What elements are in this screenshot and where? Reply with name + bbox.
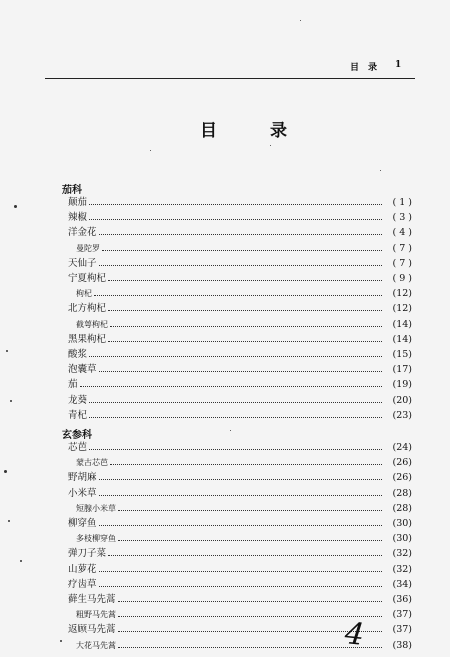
dot-leader (110, 464, 382, 465)
toc-subentry (76, 454, 412, 468)
toc-entry (68, 576, 412, 590)
dot-leader (89, 449, 382, 450)
toc-entry (68, 485, 412, 499)
entry-label: 芯芭 (68, 442, 88, 453)
scan-speckle (230, 430, 231, 431)
entry-label: 小米草 (68, 487, 97, 499)
dot-leader (118, 601, 382, 602)
scan-speckle (14, 205, 17, 208)
dot-leader (89, 356, 382, 357)
toc-entry (68, 209, 412, 223)
dot-leader (99, 571, 382, 572)
scan-speckle (10, 400, 12, 402)
entry-label: 泡囊草 (68, 364, 97, 376)
dot-leader (108, 280, 382, 281)
dot-leader (108, 341, 382, 342)
toc-entry (68, 469, 412, 483)
entry-label: 龙葵 (68, 394, 88, 406)
dot-leader (118, 631, 382, 632)
entry-label: 洋金花 (68, 227, 97, 239)
entry-page-number: (36) (392, 594, 412, 605)
toc-entry (68, 331, 412, 345)
entry-label: 截萼枸杞 (76, 319, 108, 329)
toc-entry (68, 361, 412, 375)
entry-page-number: (26) (392, 457, 412, 469)
dot-leader (108, 310, 382, 311)
entry-page-number: (12) (392, 303, 412, 315)
entry-page-number: (20) (392, 394, 412, 406)
entry-page-number: (19) (392, 379, 412, 391)
scan-speckle (270, 145, 271, 146)
dot-leader (99, 586, 382, 587)
running-header (340, 60, 420, 74)
header-page-number: 1 (395, 60, 402, 70)
entry-page-number: (37) (392, 609, 412, 621)
toc-entry (68, 255, 412, 269)
dot-leader (94, 295, 382, 296)
entry-label: 山萝花 (68, 563, 97, 575)
entry-label: 大花马先蒿 (76, 640, 116, 650)
entry-page-number: (26) (392, 472, 412, 484)
dot-leader (99, 525, 382, 526)
toc-subentry (76, 285, 412, 299)
entry-page-number: ( 7 ) (392, 242, 412, 254)
entry-label: 黑果枸杞 (68, 333, 107, 345)
entry-label: 曼陀罗 (76, 243, 100, 253)
entry-page-number: (37) (392, 624, 412, 636)
entry-page-number: (28) (392, 487, 412, 499)
scan-speckle (60, 640, 62, 642)
dot-leader (99, 234, 382, 235)
scan-speckle (150, 150, 151, 151)
toc-entry (68, 194, 412, 208)
entry-label: 多枝柳穿鱼 (76, 534, 116, 544)
toc-entry (68, 439, 412, 453)
toc-entry (68, 270, 412, 284)
toc-entry (68, 346, 412, 360)
entry-label: 野胡麻 (68, 472, 97, 484)
dot-leader (118, 647, 382, 648)
toc-subentry (76, 240, 412, 254)
entry-label: 酸浆 (68, 349, 88, 360)
entry-page-number: ( 3 ) (392, 212, 412, 224)
toc-entry (68, 300, 412, 314)
entry-label: 返顾马先蒿 (68, 624, 116, 636)
toc-entry (68, 407, 412, 421)
dot-leader (118, 616, 382, 617)
dot-leader (118, 540, 382, 541)
entry-page-number: ( 1 ) (392, 197, 412, 208)
entry-page-number: (28) (392, 502, 412, 514)
toc-entry (68, 224, 412, 238)
entry-page-number: (38) (392, 639, 412, 651)
entry-label: 粗野马先蒿 (76, 610, 116, 620)
scan-speckle (20, 560, 22, 562)
entry-page-number: (30) (392, 533, 412, 545)
entry-page-number: (34) (392, 578, 412, 590)
entry-page-number: (32) (392, 548, 412, 560)
entry-page-number: ( 4 ) (392, 227, 412, 239)
entry-page-number: (14) (392, 318, 412, 330)
entry-page-number: (17) (392, 364, 412, 376)
toc-entry (68, 392, 412, 406)
entry-label: 北方枸杞 (68, 303, 107, 315)
entry-page-number: (32) (392, 563, 412, 575)
entry-page-number: (14) (392, 333, 412, 345)
dot-leader (99, 265, 382, 266)
entry-label: 弹刀子菜 (68, 548, 107, 560)
handwritten-page-number: 4 (343, 616, 366, 653)
dot-leader (102, 250, 382, 251)
dot-leader (110, 326, 382, 327)
section-heading: 玄参科 (62, 430, 92, 441)
entry-page-number: ( 9 ) (392, 273, 412, 284)
scan-speckle (4, 470, 7, 473)
entry-label: 蒙古芯芭 (76, 458, 108, 468)
entry-page-number: (15) (392, 349, 412, 360)
entry-label: 枸杞 (76, 289, 92, 299)
toc-subentry (76, 500, 412, 514)
entry-page-number: (30) (392, 518, 412, 529)
page-title: 目 录 (200, 121, 305, 141)
dot-leader (99, 495, 382, 496)
toc-entry (68, 561, 412, 575)
section-heading: 茄科 (62, 185, 82, 196)
entry-label: 天仙子 (68, 257, 97, 269)
toc-entry (68, 591, 412, 605)
entry-label: 宁夏枸杞 (68, 273, 107, 284)
entry-page-number: (24) (392, 442, 412, 453)
scan-speckle (6, 350, 8, 352)
dot-leader (99, 371, 382, 372)
dot-leader (89, 204, 382, 205)
entry-label: 短腺小米草 (76, 503, 116, 513)
entry-label: 颠茄 (68, 197, 88, 208)
entry-label: 茄 (68, 379, 78, 391)
scan-speckle (380, 170, 381, 171)
entry-label: 疗齿草 (68, 578, 97, 590)
dot-leader (89, 219, 382, 220)
entry-page-number: ( 7 ) (392, 257, 412, 269)
scan-speckle (8, 520, 10, 522)
entry-label: 辣椒 (68, 212, 88, 224)
entry-page-number: (12) (392, 288, 412, 300)
dot-leader (99, 479, 382, 480)
toc-subentry (76, 316, 412, 330)
entry-label: 青杞 (68, 409, 88, 421)
scan-edge (0, 0, 6, 657)
header-rule (45, 78, 415, 79)
dot-leader (80, 386, 382, 387)
entry-label: 藓生马先蒿 (68, 594, 116, 605)
entry-label: 柳穿鱼 (68, 518, 97, 529)
toc-entry (68, 376, 412, 390)
dot-leader (108, 555, 382, 556)
toc-entry (68, 515, 412, 529)
dot-leader (89, 402, 382, 403)
header-label: 目 录 (350, 63, 378, 73)
toc-entry (68, 545, 412, 559)
scan-speckle (300, 20, 301, 21)
toc-subentry (76, 530, 412, 544)
entry-page-number: (23) (392, 409, 412, 421)
dot-leader (118, 510, 382, 511)
dot-leader (89, 417, 382, 418)
